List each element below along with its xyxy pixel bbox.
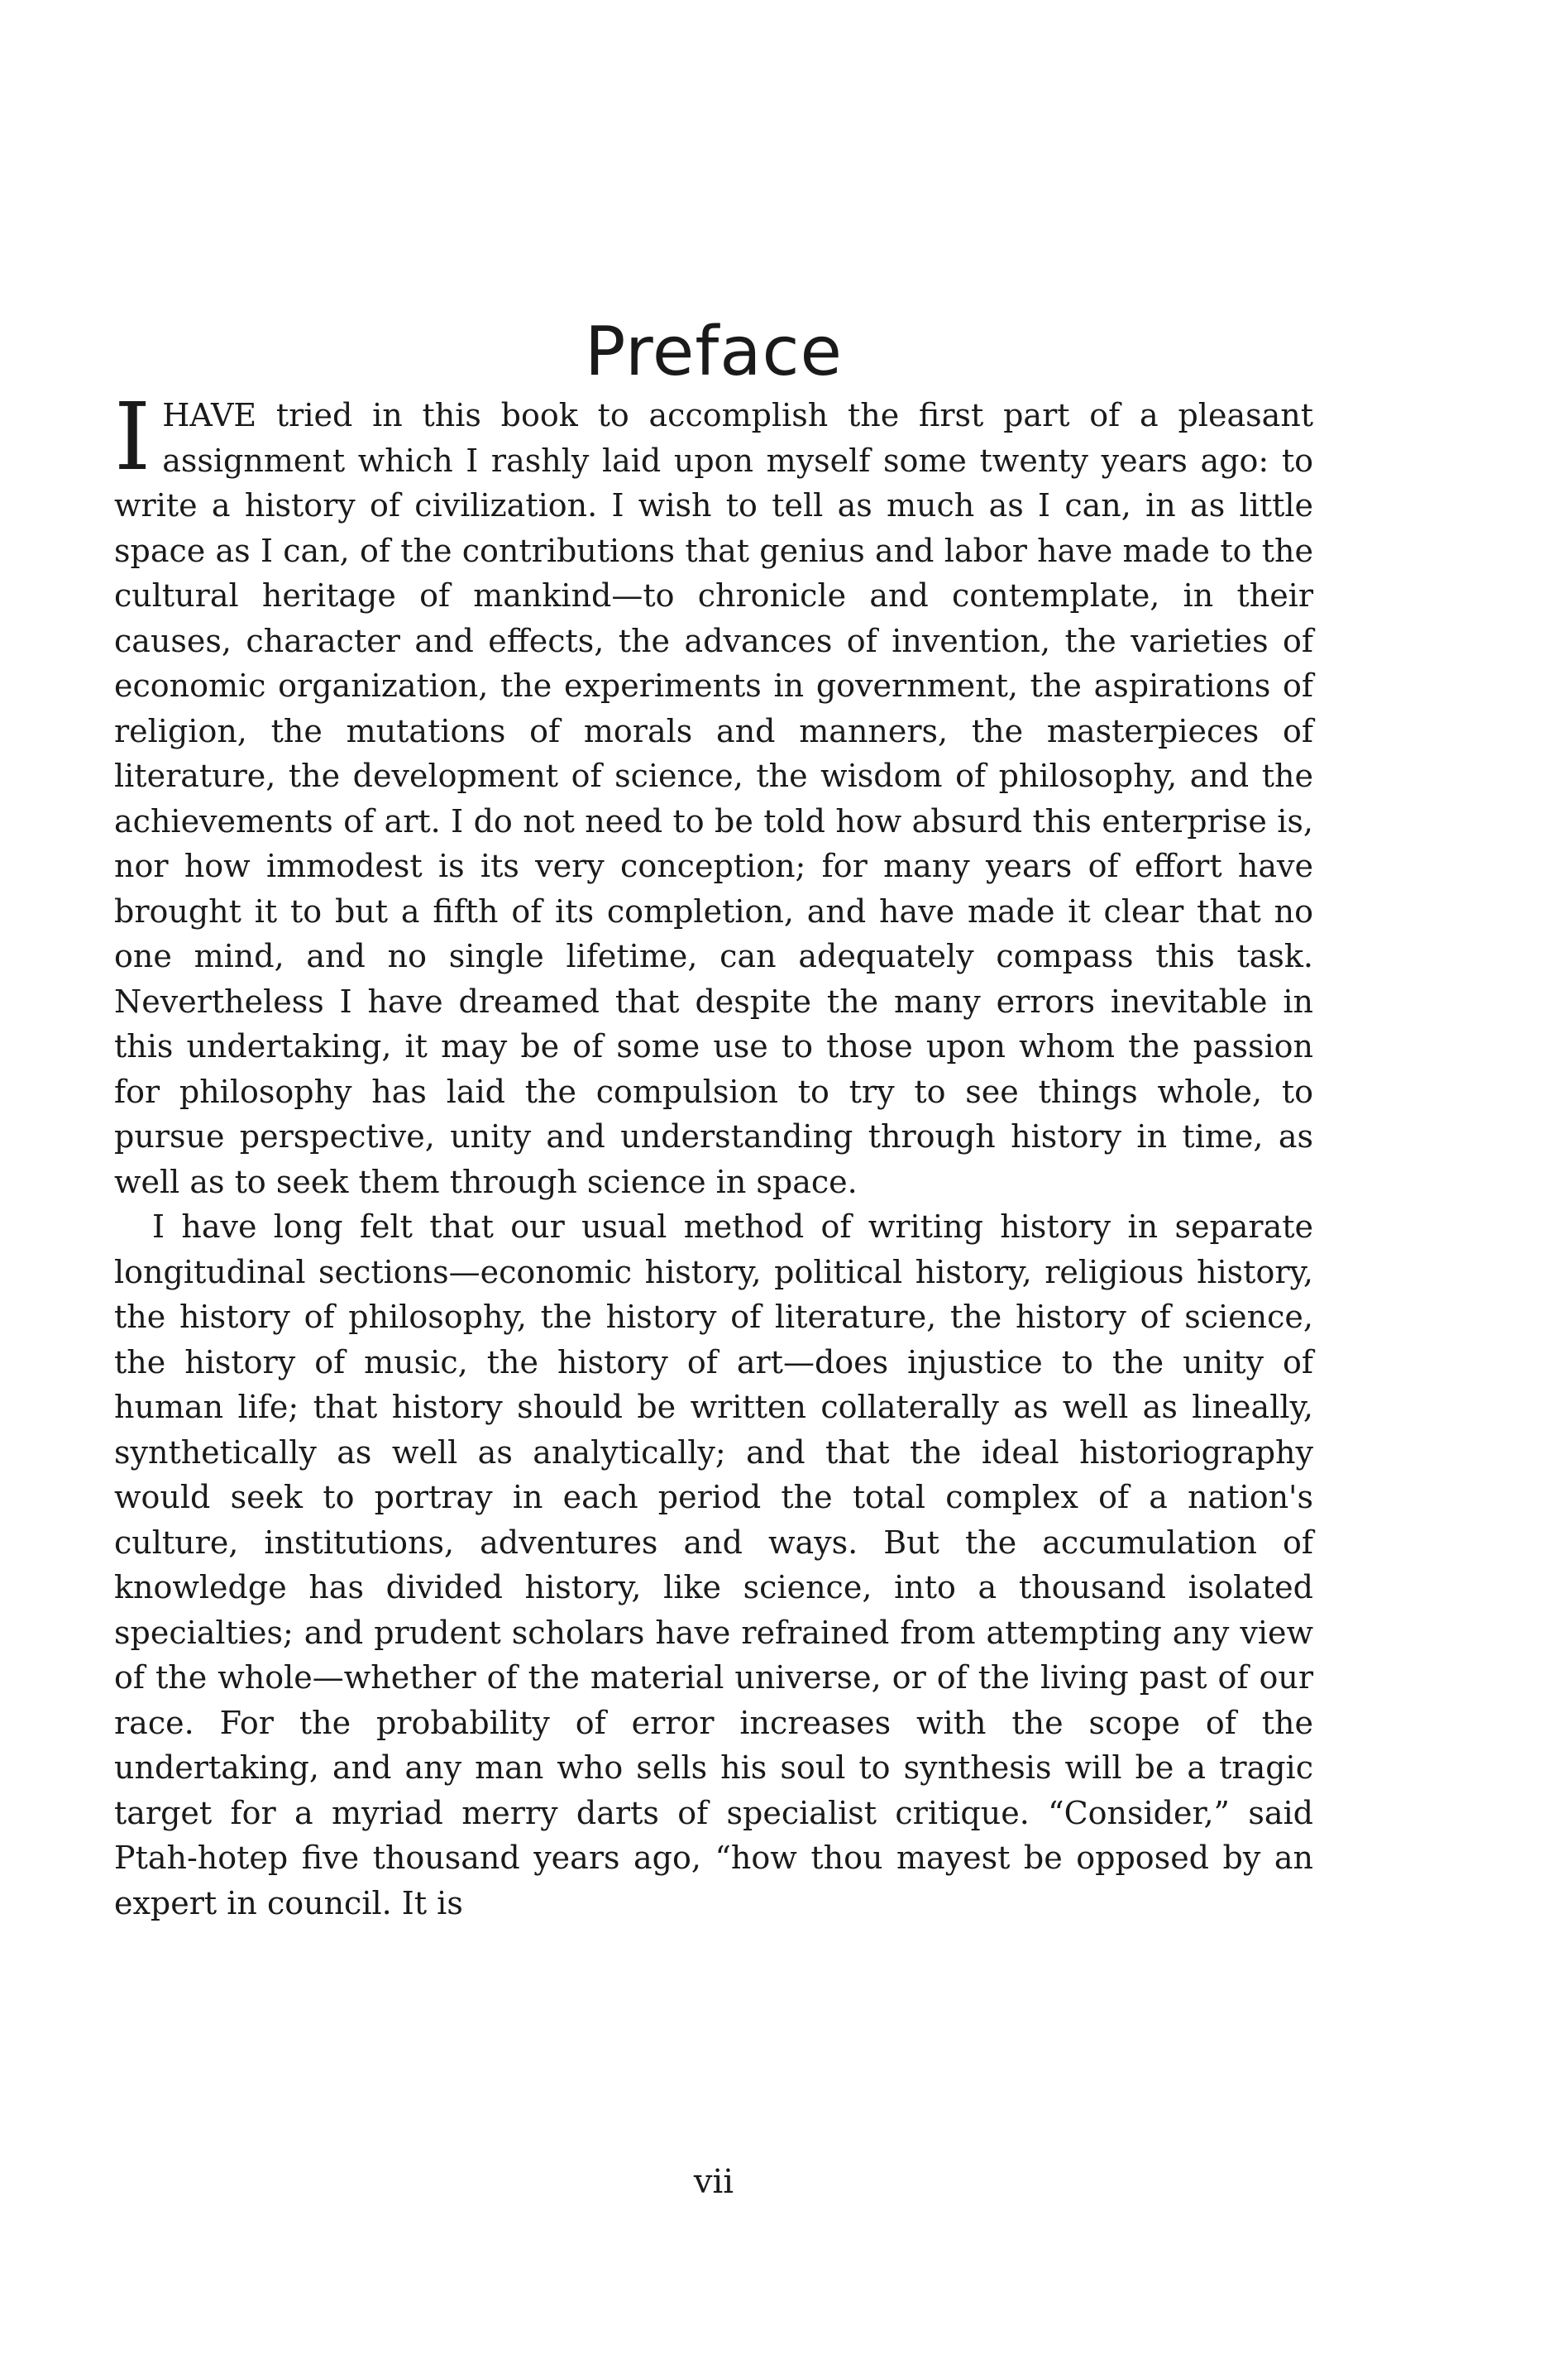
book-page	[114, 0, 1313, 2354]
page-number: vii	[693, 2163, 734, 2201]
drop-cap: I	[114, 384, 151, 491]
paragraph-1	[114, 384, 1313, 1204]
paragraph-1-text: HAVE tried in this book to accomplish the first part of a pleasant assignment which I rashly laid upon myself some twenty years ago: to write a history of civilization. I wish to tell as much as I can, in as little space as I can, of the contributions that genius and labor have made to the cultural heritage of mankind—to chronicle and contemplate, in their causes, character and effects, the advances of invention, the varieties of economic organization, the experiments in government, the aspirations of religion, the mutations of morals and manners, the masterpieces of literature, the development of science, the wisdom of philosophy, and the achievements of art. I do not need to be told how absurd this enterprise is, nor how immodest is its very conception; for many years of effort have brought it to but a fifth of its completion, and have made it clear that no one mind, and no single lifetime, can adequately compass this task. Nevertheless I have dreamed that despite the many errors inevitable in this undertaking, it may be of some use to those upon whom the passion for philosophy has laid the compulsion to try to see things whole, to pursue perspective, unity and understanding through history in time, as well as to seek them through science in space.	[114, 397, 1313, 1200]
body-text	[114, 384, 1313, 1926]
page-title: Preface	[584, 313, 844, 391]
paragraph-2: I have long felt that our usual method of writing history in separate longitudinal sections—economic history, political history, religious history, the history of philosophy, the history of literature, the history of science, the history of music, the history of art—does injustice to the unity of human life; that history should be written collaterally as well as lineally, synthetically as well as analytically; and that the ideal historiography would seek to portray in each period the total complex of a nation's culture, institutions, adventures and ways. But the accumulation of knowledge has divided history, like science, into a thousand isolated specialties; and prudent scholars have refrained from attempting any view of the whole—whether of the material universe, or of the living past of our race. For the probability of error increases with the scope of the undertaking, and any man who sells his soul to synthesis will be a tragic target for a myriad merry darts of specialist critique. “Consider,” said Ptah-hotep five thousand years ago, “how thou mayest be opposed by an expert in council. It is	[114, 1208, 1313, 1921]
